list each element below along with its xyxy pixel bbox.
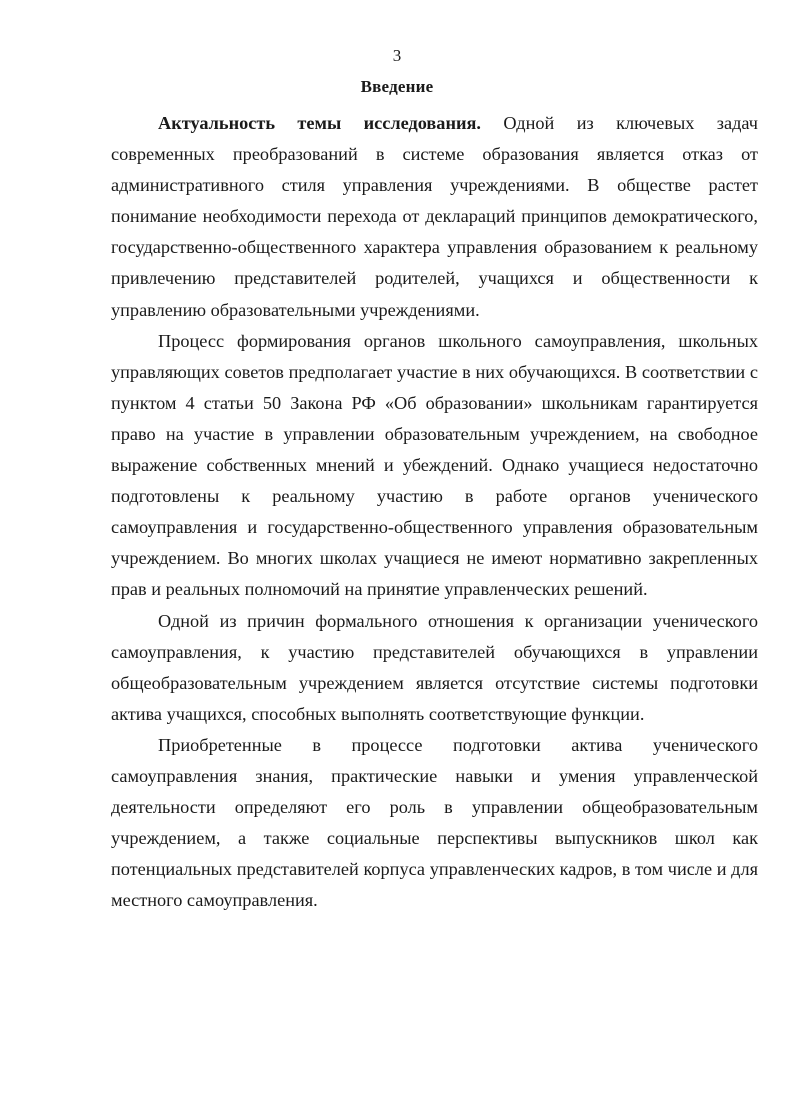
document-body: [111, 108, 758, 916]
paragraph-relevance: [111, 108, 758, 326]
page-number: 3: [392, 46, 402, 65]
paragraph-lead: Актуальность темы исследования.: [158, 113, 481, 133]
paragraph-self-government-formation: Процесс формирования органов школьного самоуправления, школьных управляющих советов предполагает участие в них обучающихся. В соответствии с пунктом 4 статьи 50 Закона РФ «Об образовании» школьникам гарантируется право на участие в управлении образовательным учреждением, на свободное выражение собственных мнений и убеждений. Однако учащиеся недостаточно подготовлены к реальному участию в работе органов ученического самоуправления и государственно-общественного управления образовательным учреждением. Во многих школах учащиеся не имеют нормативно закрепленных прав и реальных полномочий на принятие управленческих решений.: [111, 330, 758, 600]
page-title: Введение: [360, 77, 434, 96]
paragraph-formal-attitude: Одной из причин формального отношения к организации ученического самоуправления, к участию представителей обучающихся в управлении общеобразовательным учреждением является отсутствие системы подготовки актива учащихся, способных выполнять соответствующие функции.: [111, 610, 758, 724]
paragraph-text: Одной из ключевых задач современных преобразований в системе образования является отказ от административного стиля управления учреждениями. В обществе растет понимание необходимости перехода от деклараций принципов демократического, государственно-общественного характера управления образованием к реальному привлечению представителей родителей, учащихся и общественности к управлению образовательными учреждениями.: [111, 113, 758, 320]
paragraph-acquired-skills: Приобретенные в процессе подготовки актива ученического самоуправления знания, практические навыки и умения управленческой деятельности определяют его роль в управлении общеобразовательным учреждением, а также социальные перспективы выпускников школ как потенциальных представителей корпуса управленческих кадров, в том числе и для местного самоуправления.: [111, 734, 758, 911]
